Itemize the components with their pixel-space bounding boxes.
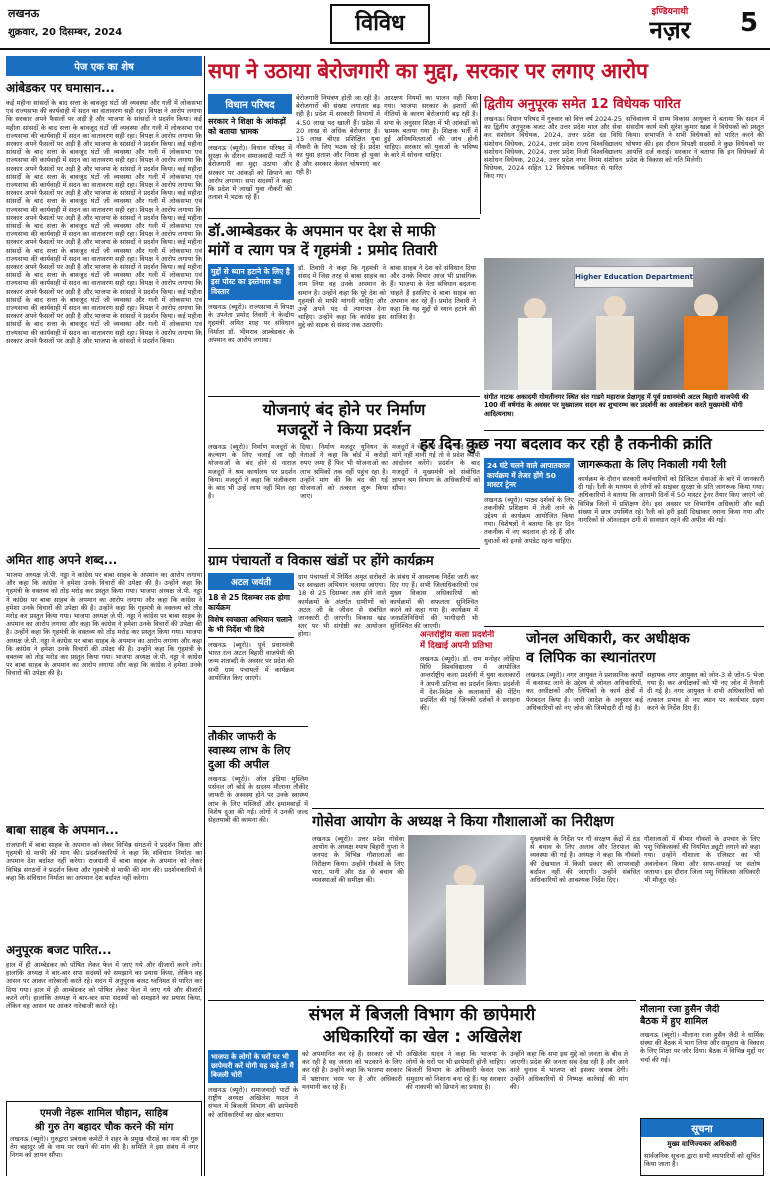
gram-col-1 (208, 573, 294, 719)
left-headline-1: आंबेडकर पर घमासान... (6, 81, 115, 95)
photo-banner: Higher Education Department (574, 266, 694, 288)
supp-body (484, 115, 764, 254)
ambedkar-headline-1: डॉ.आम्बेडकर के अपमान पर देश से माफी (208, 222, 436, 240)
gosewa-text-1 (312, 835, 404, 993)
bijli-text-3 (406, 1050, 506, 1172)
antar-headline-2: में दिखाई अपनी प्रतिभा (420, 641, 493, 651)
left-headline-2: अमित शाह अपने शब्द... (6, 553, 118, 567)
notice-text (641, 1152, 763, 1174)
kranti-text-2 (578, 475, 764, 603)
newspaper-logo (610, 4, 730, 44)
zonal-body (526, 671, 764, 799)
gosewa-text-2 (530, 835, 640, 993)
ambedkar-headline-2: मांगें व त्याग पत्र दें गृहमंत्री : प्रमोद तिवारी (208, 241, 438, 259)
lead-bullet: सरकार ने शिक्षा के आंकड़ों को बताया भ्रामक (208, 117, 292, 141)
gram-headline: ग्राम पंचायतों व विकास खंडों पर होंगे कार्यक्रम (208, 553, 434, 569)
zonal-story (526, 630, 764, 806)
edition-city: लखनऊ (8, 7, 40, 20)
left-headline-3: बाबा साहब के अपमान... (6, 823, 119, 837)
ambedkar-story (208, 222, 480, 392)
bijli-text-2 (302, 1050, 402, 1172)
lead-tag: विधान परिषद (208, 94, 292, 114)
antar-headline-1: अन्तर्राष्ट्रीय कला प्रदर्शनी (420, 630, 495, 640)
ambedkar-text-1 (208, 303, 294, 381)
brand-small: इण्डियनाथी (651, 7, 689, 17)
masthead (0, 0, 770, 50)
gosewa-body (312, 835, 764, 993)
antar-story (420, 630, 520, 806)
ambedkar-bullet: मुद्दों से ध्यान हटाने के लिए है इस पोस्ट का इस्तेमाल का विस्तार (208, 264, 294, 300)
lead-story (208, 56, 764, 90)
person-1 (524, 298, 546, 320)
gosewa-text-3 (644, 835, 760, 993)
page-number: 5 (740, 8, 759, 38)
gosewa-story (312, 812, 764, 998)
person-1-body (518, 318, 552, 390)
tauqeer-top-rule (208, 726, 308, 727)
gram-text-2 (298, 573, 386, 719)
person-2-body (596, 316, 634, 390)
bijli-bullet: भाजपा के लोगों के घरों पर भी छापेमारी करें योगी यह कहे तो मैं बिजली चोरी (208, 1050, 298, 1083)
kranti-headline: हर दिन कुछ नया बदलाव कर रही है तकनीकी क्रांति (420, 435, 712, 453)
tauqeer-story (208, 730, 308, 896)
antar-text (420, 655, 520, 805)
gram-top-rule (208, 548, 480, 549)
ambedkar-body (208, 264, 480, 386)
yojana-text-1 (208, 443, 296, 539)
ambedkar-col-1 (208, 264, 294, 386)
person-3 (694, 294, 718, 318)
yojana-top-rule (208, 396, 480, 397)
bijli-headline-2: अधिकारियों का खेल : अखिलेश (322, 1027, 522, 1047)
maulana-story (640, 1004, 764, 1114)
notice-line: मुख्य वाणिज्यकर अधिकारी (667, 1140, 737, 1148)
bijli-text-4 (510, 1050, 628, 1172)
zonal-text-1 (526, 671, 643, 799)
left-column (6, 56, 202, 1176)
kranti-row-1 (484, 458, 764, 603)
yojana-text-2 (300, 443, 388, 539)
left-body-4 (6, 961, 202, 1097)
tauqeer-headline-3: दुआ की अपील (208, 758, 269, 771)
lead-text-1 (208, 144, 292, 214)
person-2 (604, 296, 626, 318)
maulana-top-rule (640, 1000, 764, 1001)
section-title: विविध (330, 4, 430, 44)
maulana-headline-1: मौलाना रजा हुसैन जैदी (640, 1004, 720, 1015)
gosewa-headline: गोसेवा आयोग के अध्यक्ष ने किया गौशालाओं का निरीक्षण (312, 814, 614, 830)
zonal-text-2 (647, 671, 764, 799)
lead-text-2 (296, 94, 380, 214)
ambedkar-text-2 (298, 264, 386, 386)
photo-caption: संगीत नाटक अकादमी गोमतीनगर स्थित संत गाडगे महाराज प्रेक्षागृह में पूर्व प्रधानमंत्री अटल बिहारी वाजपेयी की 100 वीं वर्षगांठ के अवसर पर मुख्यालय सदन का शुभारम्भ कर प्रदर्शनी का अवलोकन करते मुख्यमंत्री योगी आदित्यनाथ। (484, 393, 749, 418)
lead-text-3 (384, 94, 478, 214)
kranti-sub: जागरूकता के लिए निकाली गयी रैली (578, 458, 727, 471)
kranti-body (484, 458, 764, 624)
gram-tag: अटल जयंती (208, 573, 294, 590)
left-body-3 (6, 841, 202, 937)
supp-story (484, 94, 764, 254)
zonal-headline-1: जोनल अधिकारी, कर अधीक्षक (526, 631, 690, 647)
kranti-col-2 (578, 458, 764, 603)
lead-headline: सपा ने उठाया बेरोजगारी का मुद्दा, सरकार पर लगाए आरोप (208, 59, 648, 83)
continued-header: पेज एक का शेष (6, 56, 202, 76)
bijli-top-rule (208, 1000, 636, 1001)
supp-headline: द्वितीय अनुपूरक समेत 12 विधेयक पारित (484, 97, 681, 112)
left-headline-5a: एमजी नेहरू शामिल चौहान, साहिब (40, 1108, 168, 1119)
person-3-body (684, 316, 728, 390)
supp-text-1 (484, 115, 622, 254)
kranti-text-1 (484, 496, 574, 596)
brand-name: नज़र (649, 16, 691, 44)
left-body-1 (6, 99, 202, 547)
bijli-headline-1: संभल में बिजली विभाग की छापेमारी (308, 1005, 536, 1025)
gram-text-1 (208, 641, 294, 711)
gosewa-person-body (446, 885, 484, 985)
bijli-text-1 (208, 1086, 298, 1156)
left-body-5 (10, 1135, 198, 1175)
ambedkar-top-rule (208, 218, 480, 219)
kranti-top-rule (484, 430, 764, 431)
lead-rule (480, 94, 481, 214)
left-headline-4: अनुपूरक बजट पारित... (6, 943, 112, 957)
zonal-headline-2: व लिपिक का स्थानांतरण (526, 650, 656, 666)
kranti-bullet: 24 घंटे चलने वाले आपातकाल कार्यक्रम में तेजर होंगे 50 मास्टर ट्रेनर (484, 458, 574, 493)
left-column-rule (204, 56, 205, 1176)
maulana-headline-2: बैठक में हुए शामिल (640, 1016, 708, 1027)
bijli-body (208, 1050, 636, 1176)
bijli-row (208, 1050, 636, 1172)
yojana-headline-2: मजदूरों ने किया प्रदर्शन (277, 420, 411, 439)
lead-body-col-2 (296, 94, 380, 214)
antar-top-rule (484, 626, 764, 627)
lead-body-col-1 (208, 94, 292, 214)
tauqeer-headline-2: स्वास्थ्य लाभ के लिए (208, 744, 291, 757)
left-body-2 (6, 571, 202, 817)
edition-date: शुक्रवार, 20 दिसम्बर, 2024 (8, 27, 123, 38)
ambedkar-text-3 (390, 264, 476, 386)
tauqeer-headline-1: तौकीर जाफरी के (208, 730, 276, 743)
gosewa-photo (408, 835, 526, 985)
supp-text-2 (626, 115, 764, 254)
news-photo (484, 258, 764, 390)
left-headline-5b: श्री गुरु तेग बहादर चौक करने की मांग (34, 1122, 174, 1133)
photo-caption-box (484, 393, 764, 427)
gram-bullet-1: 18 से 25 दिसम्बर तक होगा कार्यक्रम (208, 593, 290, 612)
notice-title: सूचना (641, 1119, 763, 1137)
gosewa-top-rule (312, 808, 764, 809)
bijli-col-1 (208, 1050, 298, 1172)
yojana-headline-1: योजनाएं बंद होने पर निर्माण (262, 400, 426, 419)
maulana-text (640, 1031, 764, 1111)
investor-ad (640, 1118, 764, 1176)
kranti-col-1 (484, 458, 574, 603)
gram-bullet-2: विशेष स्वच्छता अभियान चलाने के भी निर्देश भी दिये (208, 615, 294, 638)
gosewa-person (454, 865, 476, 887)
left-box (6, 1101, 202, 1176)
tauqeer-text (208, 775, 308, 893)
lead-body-col-3 (384, 94, 478, 214)
